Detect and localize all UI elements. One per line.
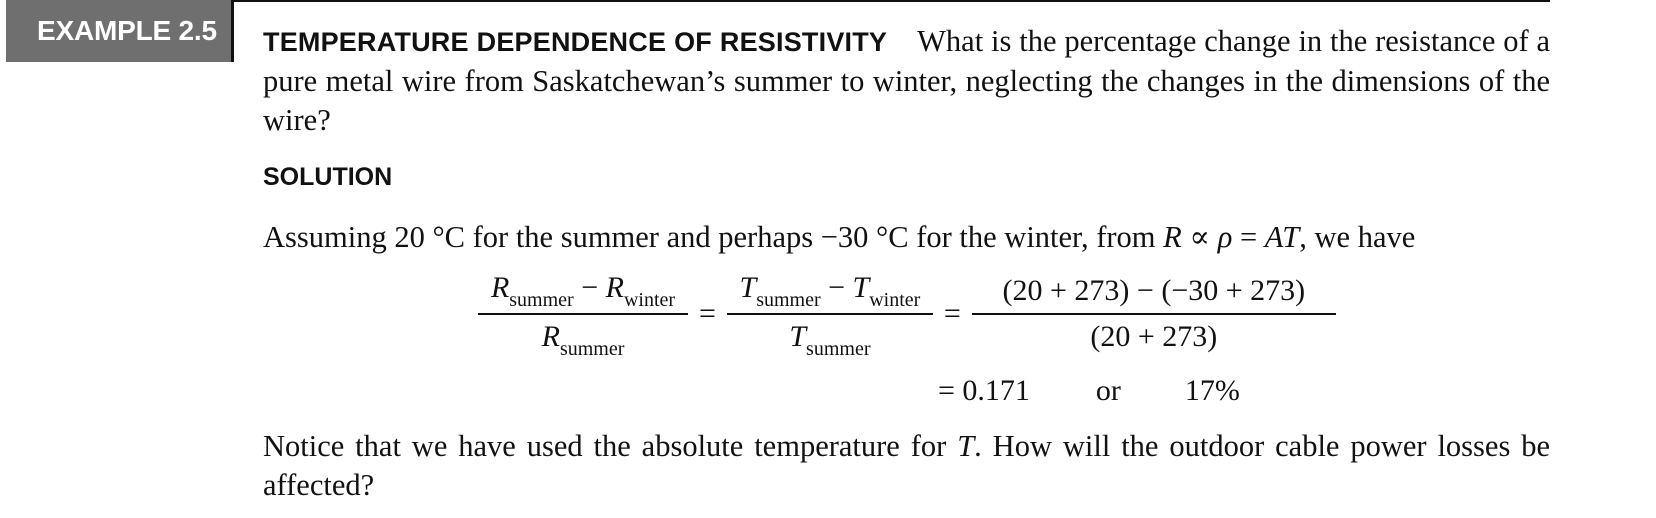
- equals-sign: =: [943, 297, 961, 330]
- var-t-summer-den: T: [789, 319, 807, 353]
- subscript-summer: summer: [509, 289, 574, 312]
- conclusion-text-start: Notice that we have used the absolute temperature for: [263, 429, 958, 463]
- var-r-summer-den: R: [541, 319, 560, 353]
- equation-result: [938, 372, 1240, 410]
- subscript-winter: winter: [869, 289, 921, 312]
- var-t-summer: T: [739, 271, 757, 305]
- intro-text-end: , we have: [1299, 220, 1416, 254]
- temperature-fraction: [727, 271, 933, 360]
- relation-proportional: ∝: [1181, 220, 1218, 254]
- tab-vertical-rule: [231, 0, 234, 62]
- var-r-winter: R: [605, 271, 624, 305]
- result-percent: 17%: [1184, 374, 1240, 407]
- intro-text-start: Assuming 20 °C for the summer and perhaps −30 °C for the winter, from: [263, 220, 1164, 254]
- problem-title: TEMPERATURE DEPENDENCE OF RESISTIVITY: [263, 27, 888, 57]
- resistance-denominator: [539, 315, 628, 360]
- equals-sign: =: [699, 297, 716, 330]
- temperature-denominator: [786, 315, 873, 360]
- conclusion-variable-t: T: [957, 429, 975, 463]
- minus-sign: −: [573, 271, 606, 305]
- numeric-fraction: [972, 274, 1336, 354]
- subscript-summer-den: summer: [559, 337, 625, 360]
- subscript-summer: summer: [756, 289, 821, 312]
- result-or: or: [1095, 374, 1121, 407]
- var-t-winter: T: [852, 271, 870, 305]
- relation-variable-rho: ρ: [1217, 220, 1233, 254]
- resistance-fraction: [478, 271, 688, 360]
- solution-heading: SOLUTION: [263, 163, 393, 191]
- problem-statement: [263, 22, 1550, 140]
- top-horizontal-rule: [231, 0, 1550, 2]
- numeric-denominator: (20 + 273): [1090, 319, 1218, 353]
- relation-equals: =: [1232, 220, 1265, 254]
- relation-variable-r: R: [1163, 220, 1182, 254]
- numeric-numerator: (20 + 273) − (−30 + 273): [1002, 274, 1306, 308]
- resistance-equation: [478, 271, 1336, 360]
- example-label-tab: [6, 0, 231, 62]
- problem-text: What is the percentage change in the resistance of a pure metal wire from Saskatchewan’s summer to winter, neglecting the changes in the dimensions of the wire?: [263, 24, 1550, 137]
- conclusion-text-end: . How will the outdoor cable power losses be affected?: [263, 429, 1550, 502]
- solution-intro: [263, 218, 1550, 257]
- solution-conclusion: [263, 427, 1550, 505]
- subscript-summer-den: summer: [806, 337, 871, 360]
- temperature-numerator: [737, 271, 924, 313]
- minus-sign: −: [820, 271, 853, 305]
- result-value: = 0.171: [938, 374, 1030, 407]
- subscript-winter: winter: [623, 289, 676, 312]
- relation-variable-at: AT: [1264, 220, 1300, 254]
- example-label: EXAMPLE 2.5: [37, 15, 217, 46]
- var-r-summer: R: [490, 271, 510, 305]
- resistance-numerator: [488, 271, 678, 313]
